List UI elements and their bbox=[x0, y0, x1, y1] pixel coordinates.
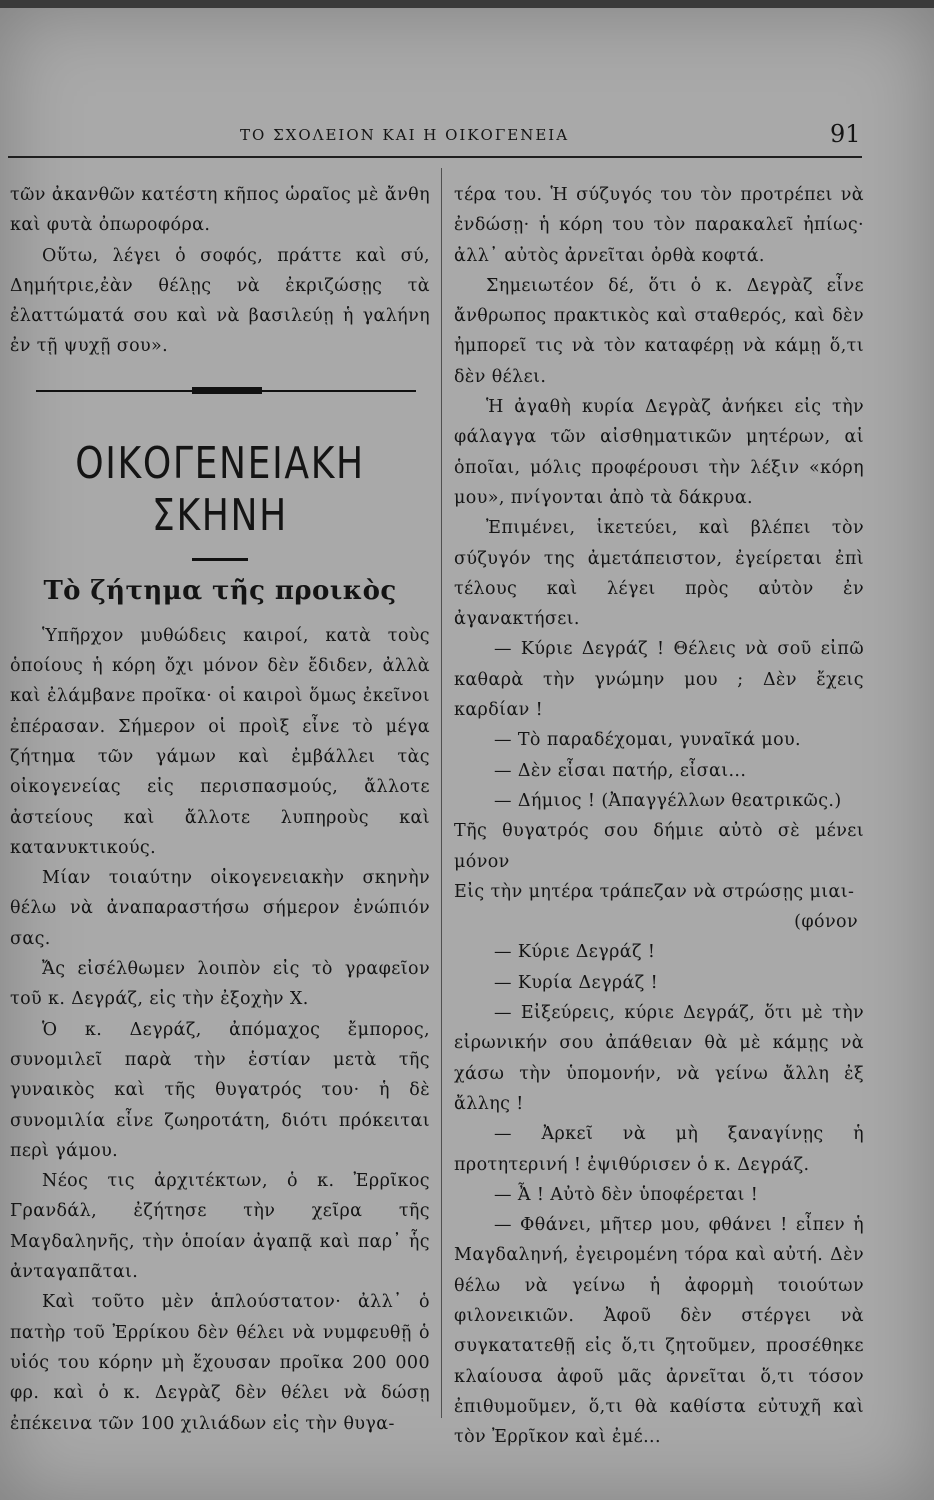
header-rule bbox=[8, 156, 862, 158]
paragraph: Ἐπιμένει, ἱκετεύει, καὶ βλέπει τὸν σύζυγόν της ἀμετάπειστον, ἐγείρεται ἐπὶ τέλους καὶ λέγει πρὸς αὐτὸν ἐν ἀγανακτήσει. bbox=[454, 518, 864, 630]
dialogue-line: — Κύριε Δεγράζ ! bbox=[494, 942, 656, 963]
left-column bbox=[10, 180, 430, 1439]
paragraph: Νέος τις ἀρχιτέκτων, ὁ κ. Ἐρρῖκος Γρανδάλ, ἐζήτησε τὴν χεῖρα τῆς Μαγδαληνῆς, τὴν ὁποίαν ἀγαπᾷ καὶ παρ᾽ ἧς ἀνταγαπᾶται. bbox=[10, 1171, 430, 1283]
page-number: 91 bbox=[830, 120, 861, 148]
paragraph: Καὶ τοῦτο μὲν ἁπλούστατον· ἀλλ᾽ ὁ πατὴρ τοῦ Ἐρρίκου δὲν θέλει νὰ νυμφευθῇ ὁ υἱός του κόρην μὴ ἔχουσαν προῖκα 200 000 φρ. καὶ ὁ κ. Δεγρὰζ δὲν θέλει νὰ δώσῃ ἐπέκεινα τῶν 100 χιλιάδων εἰς τὴν θυγα- bbox=[10, 1292, 430, 1434]
heading-rule bbox=[192, 558, 248, 561]
dialogue-line: — Ἆ ! Αὐτὸ δὲν ὑποφέρεται ! bbox=[494, 1184, 759, 1205]
paragraph: Σημειωτέον δέ, ὅτι ὁ κ. Δεγρὰζ εἶνε ἄνθρωπος πρακτικὸς καὶ σταθερός, καὶ δὲν ἠμπορεῖ τις νὰ τὸν καταφέρῃ νὰ κάμῃ ὅ,τι δὲν θέλει. bbox=[454, 275, 864, 387]
column-divider bbox=[441, 168, 442, 1418]
running-title: ΤΟ ΣΧΟΛΕΙΟΝ ΚΑΙ Η ΟΙΚΟΓΕΝΕΙΑ bbox=[240, 126, 570, 144]
verse-line: Τῆς θυγατρός σου δήμιε αὐτὸ σὲ μένει μόνον bbox=[454, 821, 864, 872]
dialogue-line: — Ἀρκεῖ νὰ μὴ ξαναγίνῃς ἡ προτητερινή ! ἐψιθύρισεν ὁ κ. Δεγράζ. bbox=[454, 1124, 864, 1175]
paragraph: Οὕτω, λέγει ὁ σοφός, πράττε καὶ σύ, Δημήτριε,ἐὰν θέλῃς νὰ ἐκριζώσῃς τὰ ἐλαττώματά σου καὶ νὰ βασιλεύῃ ἡ γαλήνη ἐν τῇ ψυχῇ σου». bbox=[10, 245, 430, 357]
paragraph: Ὑπῆρχον μυθώδεις καιροί, κατὰ τοὺς ὁποίους ἡ κόρη ὄχι μόνον δὲν ἔδιδεν, ἀλλὰ καὶ ἐλάμβανε προῖκα· οἱ καιροὶ ὅμως ἐκεῖνοι ἐπέρασαν. Σήμερον οἱ προὶξ εἶνε τὸ μέγα ζήτημα τῶν γάμων καὶ ἐμβάλλει τὰς οἰκογενείας εἰς περισπασμούς, ἄλλοτε ἀστείους καὶ ἄλλοτε λυπηροὺς καὶ κατανυκτικούς. bbox=[10, 625, 430, 858]
paragraph: Ὁ κ. Δεγράζ, ἀπόμαχος ἔμπορος, συνομιλεῖ παρὰ τὴν ἑστίαν μετὰ τῆς γυναικὸς καὶ τῆς θυγατρός του· ἡ δὲ συνομιλία εἶνε ζωηροτάτη, διότι πρόκειται περὶ γάμου. bbox=[10, 1019, 430, 1161]
paragraph: τέρα του. Ἡ σύζυγός του τὸν προτρέπει νὰ ἐνδώσῃ· ἡ κόρη του τὸν παρακαλεῖ ἠπίως· ἀλλ᾽ αὐτὸς ἀρνεῖται ὀρθὰ κοφτά. bbox=[454, 185, 864, 266]
paragraph: Ἡ ἀγαθὴ κυρία Δεγρὰζ ἀνήκει εἰς τὴν φάλαγγα τῶν αἰσθηματικῶν μητέρων, αἱ ὁποῖαι, μόλις προφέρουσι τὴν λέξιν «κόρη μου», πνίγονται ἀπὸ τὰ δάκρυα. bbox=[454, 397, 864, 508]
dialogue-line: — Κύριε Δεγράζ ! Θέλεις νὰ σοῦ εἰπῶ καθαρὰ τὴν γνώμην μου ; Δὲν ἔχεις καρδίαν ! bbox=[454, 639, 864, 721]
dialogue-line: — Φθάνει, μῆτερ μου, φθάνει ! εἶπεν ἡ Μαγδαληνή, ἐγειρομένη τόρα καὶ αὐτή. Δὲν θέλω νὰ γείνω ἡ ἀφορμὴ τοιούτων φιλονεικιῶν. Ἀφοῦ δὲν στέργει νὰ συγκατατεθῇ εἰς ὅ,τι ζητοῦμεν, προσέθηκε κλαίουσα ἀφοῦ μᾶς ἀρνεῖται ὅ,τι τόσον ἐπιθυμοῦμεν, ὅ,τι θὰ καθίστα εὐτυχῆ καὶ τὸν Ἐρρῖκον καὶ ἐμέ... bbox=[454, 1215, 864, 1448]
right-column bbox=[454, 180, 864, 1452]
divider-block bbox=[192, 387, 262, 394]
dialogue-line: — Δήμιος ! (Ἀπαγγέλλων θεατρικῶς.) bbox=[494, 790, 842, 811]
dialogue-line: — Εἰξεύρεις, κύριε Δεγράζ, ὅτι μὲ τὴν εἰρωνικήν σου ἀπάθειαν θὰ μὲ κάμῃς νὰ χάσω τὴν ὑπομονήν, νὰ γείνω ἄλλη ἐξ ἄλλης ! bbox=[454, 1003, 864, 1114]
page-header bbox=[0, 116, 934, 156]
book-page bbox=[0, 8, 934, 1500]
dialogue-line: — Δὲν εἶσαι πατήρ, εἶσαι... bbox=[494, 760, 747, 781]
paragraph: Μίαν τοιαύτην οἰκογενειακὴν σκηνὴν θέλω νὰ ἀναπαραστήσω σήμερον ἐνώπιόν σας. bbox=[10, 868, 430, 949]
dialogue-line: — Τὸ παραδέχομαι, γυναῖκά μου. bbox=[494, 730, 802, 751]
article-title: Τὸ ζήτημα τῆς προικὸς bbox=[43, 575, 397, 606]
verse-line: Εἰς τὴν μητέρα τράπεζαν νὰ στρώσῃς μιαι- bbox=[454, 881, 855, 902]
verse-continuation: (φόνον bbox=[794, 912, 858, 933]
ornamental-divider bbox=[10, 380, 430, 410]
dialogue-line: — Κυρία Δεγράζ ! bbox=[494, 972, 659, 993]
paragraph: τῶν ἀκανθῶν κατέστη κῆπος ὡραῖος μὲ ἄνθη καὶ φυτὰ ὀπωροφόρα. bbox=[10, 185, 430, 236]
section-heading: ΟΙΚΟΓΕΝΕΙΑΚΗ ΣΚΗΝΗ bbox=[75, 437, 365, 541]
scan-top-band bbox=[0, 0, 934, 8]
paragraph: Ἄς εἰσέλθωμεν λοιπὸν εἰς τὸ γραφεῖον τοῦ κ. Δεγράζ, εἰς τὴν ἐξοχὴν Χ. bbox=[10, 959, 430, 1010]
